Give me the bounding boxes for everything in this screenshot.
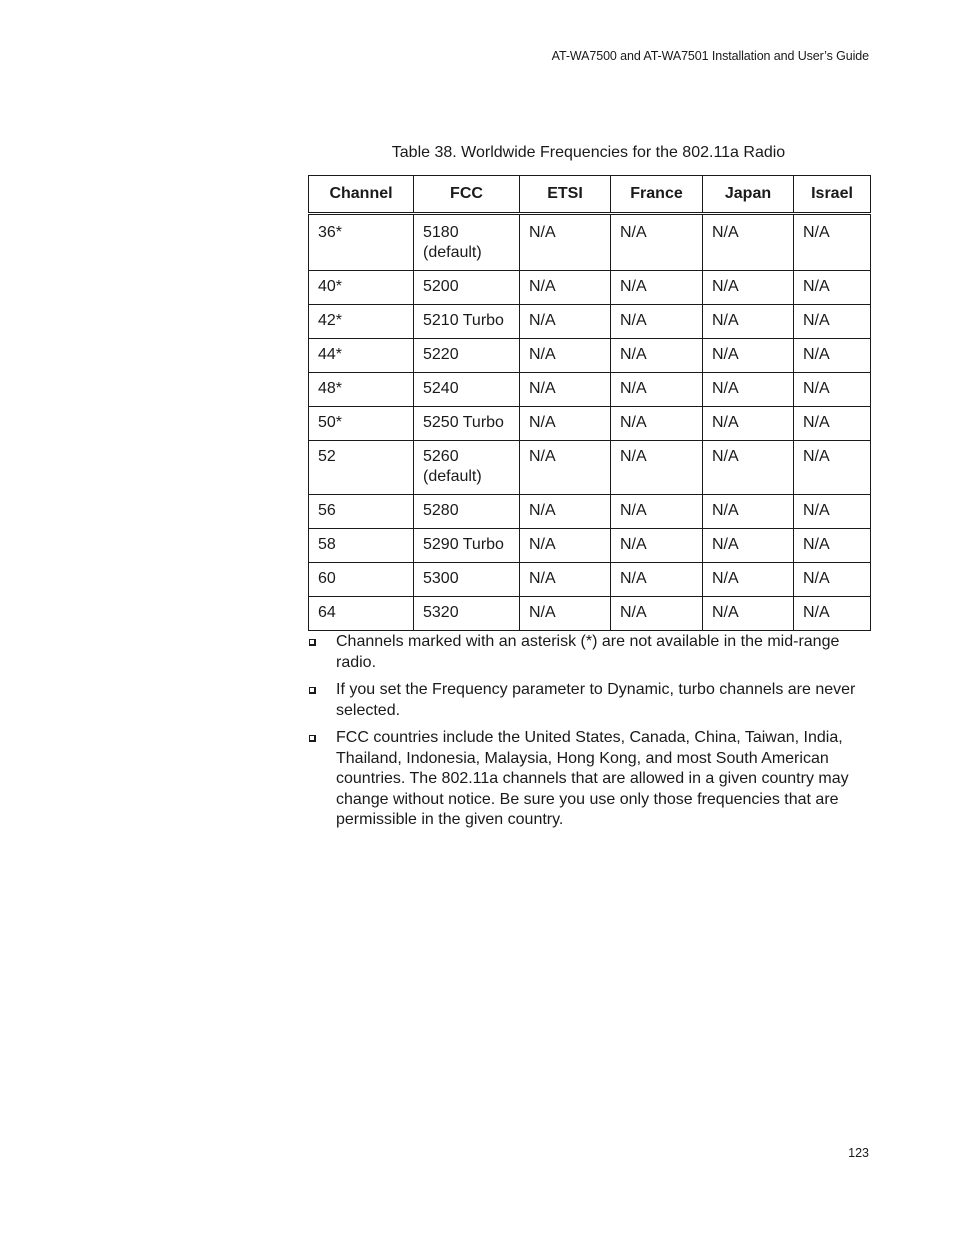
cell-israel-value: N/A	[803, 604, 830, 621]
cell-israel-value: N/A	[803, 536, 830, 553]
cell-france	[611, 441, 703, 495]
column-header-fcc: FCC	[414, 176, 520, 214]
cell-israel-value: N/A	[803, 448, 830, 465]
checkbox-bullet-icon	[309, 735, 316, 742]
cell-japan	[703, 271, 794, 305]
note-item	[308, 632, 870, 673]
cell-japan-value: N/A	[712, 570, 739, 587]
cell-israel	[794, 529, 871, 563]
cell-channel	[309, 441, 414, 495]
cell-israel-value: N/A	[803, 312, 830, 329]
column-header-channel: Channel	[309, 176, 414, 214]
cell-etsi-value: N/A	[529, 224, 556, 241]
cell-channel-value: 42*	[318, 312, 343, 329]
cell-channel-value: 56	[318, 502, 336, 519]
cell-israel	[794, 214, 871, 271]
table-row	[309, 597, 871, 631]
cell-israel-value: N/A	[803, 346, 830, 363]
table-row	[309, 407, 871, 441]
cell-fcc-value: 5240	[423, 380, 459, 397]
cell-japan-value: N/A	[712, 224, 739, 241]
cell-etsi	[520, 495, 611, 529]
cell-etsi-value: N/A	[529, 570, 556, 587]
cell-channel	[309, 529, 414, 563]
cell-france-value: N/A	[620, 380, 647, 397]
cell-france-value: N/A	[620, 278, 647, 295]
cell-japan-value: N/A	[712, 502, 739, 519]
cell-israel	[794, 597, 871, 631]
cell-channel-value: 40*	[318, 278, 343, 295]
table-row	[309, 441, 871, 495]
note-text: FCC countries include the United States, Canada, China, Taiwan, India, Thailand, Indonesia, Malaysia, Hong Kong, and most South American countries. The 802.11a channels that are allowed in a given country may change without notice. Be sure you use only those frequencies that are permissible in the given country.	[336, 729, 849, 828]
cell-fcc-value: 5280	[423, 502, 459, 519]
cell-fcc	[414, 373, 520, 407]
cell-israel-value: N/A	[803, 570, 830, 587]
cell-channel-value: 36*	[318, 224, 343, 241]
cell-channel	[309, 373, 414, 407]
cell-etsi-value: N/A	[529, 312, 556, 329]
cell-japan-value: N/A	[712, 346, 739, 363]
cell-etsi-value: N/A	[529, 502, 556, 519]
column-header-france: France	[611, 176, 703, 214]
cell-channel-value: 52	[318, 448, 336, 465]
cell-france-value: N/A	[620, 346, 647, 363]
cell-israel	[794, 339, 871, 373]
cell-channel	[309, 563, 414, 597]
cell-etsi-value: N/A	[529, 380, 556, 397]
cell-fcc	[414, 305, 520, 339]
cell-fcc-value: 5320	[423, 604, 459, 621]
cell-etsi-value: N/A	[529, 604, 556, 621]
table-row	[309, 529, 871, 563]
cell-fcc-value: 5300	[423, 570, 459, 587]
cell-france-value: N/A	[620, 570, 647, 587]
cell-etsi	[520, 373, 611, 407]
note-item	[308, 680, 870, 721]
cell-channel-value: 60	[318, 570, 336, 587]
cell-channel	[309, 407, 414, 441]
cell-channel	[309, 271, 414, 305]
cell-israel-value: N/A	[803, 380, 830, 397]
cell-fcc	[414, 529, 520, 563]
cell-france-value: N/A	[620, 502, 647, 519]
cell-japan-value: N/A	[712, 536, 739, 553]
cell-channel	[309, 495, 414, 529]
checkbox-bullet-icon	[309, 687, 316, 694]
cell-etsi	[520, 563, 611, 597]
cell-israel	[794, 407, 871, 441]
cell-japan	[703, 597, 794, 631]
cell-france	[611, 271, 703, 305]
table-caption: Table 38. Worldwide Frequencies for the 802.11a Radio	[391, 144, 786, 161]
cell-channel	[309, 597, 414, 631]
cell-japan	[703, 373, 794, 407]
cell-etsi	[520, 305, 611, 339]
cell-japan-value: N/A	[712, 278, 739, 295]
table-header-row	[309, 176, 871, 214]
cell-etsi-value: N/A	[529, 346, 556, 363]
table-row	[309, 373, 871, 407]
cell-france	[611, 407, 703, 441]
cell-japan-value: N/A	[712, 448, 739, 465]
cell-fcc	[414, 407, 520, 441]
cell-israel-value: N/A	[803, 502, 830, 519]
cell-fcc	[414, 441, 520, 495]
cell-etsi-value: N/A	[529, 278, 556, 295]
note-item	[308, 728, 870, 831]
cell-fcc-value: 5200	[423, 278, 459, 295]
cell-france	[611, 563, 703, 597]
cell-japan-value: N/A	[712, 312, 739, 329]
cell-fcc	[414, 214, 520, 271]
cell-fcc-value: 5250 Turbo	[423, 414, 504, 431]
cell-fcc-value: 5180	[423, 224, 459, 241]
cell-france	[611, 214, 703, 271]
cell-japan	[703, 529, 794, 563]
cell-fcc-note: (default)	[423, 244, 482, 261]
cell-channel	[309, 214, 414, 271]
note-text: If you set the Frequency parameter to Dynamic, turbo channels are never selected.	[336, 681, 856, 719]
cell-japan	[703, 214, 794, 271]
cell-france	[611, 339, 703, 373]
cell-etsi	[520, 214, 611, 271]
cell-fcc-value: 5260	[423, 448, 459, 465]
cell-france-value: N/A	[620, 536, 647, 553]
cell-france	[611, 529, 703, 563]
table-row	[309, 305, 871, 339]
cell-france-value: N/A	[620, 224, 647, 241]
cell-israel-value: N/A	[803, 414, 830, 431]
cell-fcc-note: (default)	[423, 468, 482, 485]
cell-etsi-value: N/A	[529, 414, 556, 431]
cell-japan	[703, 339, 794, 373]
cell-fcc	[414, 271, 520, 305]
cell-japan	[703, 495, 794, 529]
cell-fcc	[414, 495, 520, 529]
running-header: AT-WA7500 and AT-WA7501 Installation and User’s Guide	[551, 49, 869, 63]
cell-israel	[794, 495, 871, 529]
table-row	[309, 271, 871, 305]
checkbox-bullet-icon	[309, 639, 316, 646]
column-header-japan: Japan	[703, 176, 794, 214]
cell-france-value: N/A	[620, 312, 647, 329]
cell-israel	[794, 305, 871, 339]
cell-fcc-value: 5220	[423, 346, 459, 363]
cell-japan-value: N/A	[712, 380, 739, 397]
cell-fcc	[414, 563, 520, 597]
cell-japan-value: N/A	[712, 604, 739, 621]
cell-etsi	[520, 441, 611, 495]
cell-france	[611, 495, 703, 529]
cell-etsi	[520, 271, 611, 305]
cell-france	[611, 597, 703, 631]
cell-israel	[794, 441, 871, 495]
cell-etsi	[520, 529, 611, 563]
column-header-etsi: ETSI	[520, 176, 611, 214]
frequency-table	[308, 175, 871, 631]
cell-israel-value: N/A	[803, 224, 830, 241]
cell-etsi-value: N/A	[529, 448, 556, 465]
cell-france	[611, 305, 703, 339]
cell-israel	[794, 271, 871, 305]
cell-fcc-value: 5210 Turbo	[423, 312, 504, 329]
cell-channel-value: 58	[318, 536, 336, 553]
cell-channel-value: 50*	[318, 414, 343, 431]
cell-israel	[794, 373, 871, 407]
table-row	[309, 563, 871, 597]
cell-japan	[703, 305, 794, 339]
table-row	[309, 214, 871, 271]
column-header-israel: Israel	[794, 176, 871, 214]
cell-france	[611, 373, 703, 407]
cell-france-value: N/A	[620, 604, 647, 621]
cell-israel-value: N/A	[803, 278, 830, 295]
cell-japan	[703, 407, 794, 441]
cell-japan	[703, 441, 794, 495]
cell-etsi	[520, 597, 611, 631]
cell-japan	[703, 563, 794, 597]
cell-fcc-value: 5290 Turbo	[423, 536, 504, 553]
notes-list	[308, 632, 870, 838]
table-row	[309, 495, 871, 529]
note-text: Channels marked with an asterisk (*) are not available in the mid-range radio.	[336, 633, 840, 671]
cell-etsi	[520, 339, 611, 373]
cell-fcc	[414, 597, 520, 631]
cell-japan-value: N/A	[712, 414, 739, 431]
cell-channel	[309, 305, 414, 339]
table-row	[309, 339, 871, 373]
cell-channel-value: 48*	[318, 380, 343, 397]
table-body	[309, 214, 871, 631]
cell-channel-value: 44*	[318, 346, 343, 363]
page-number: 123	[848, 1146, 869, 1160]
cell-etsi-value: N/A	[529, 536, 556, 553]
cell-fcc	[414, 339, 520, 373]
cell-france-value: N/A	[620, 448, 647, 465]
cell-etsi	[520, 407, 611, 441]
cell-channel-value: 64	[318, 604, 336, 621]
cell-channel	[309, 339, 414, 373]
cell-france-value: N/A	[620, 414, 647, 431]
cell-israel	[794, 563, 871, 597]
